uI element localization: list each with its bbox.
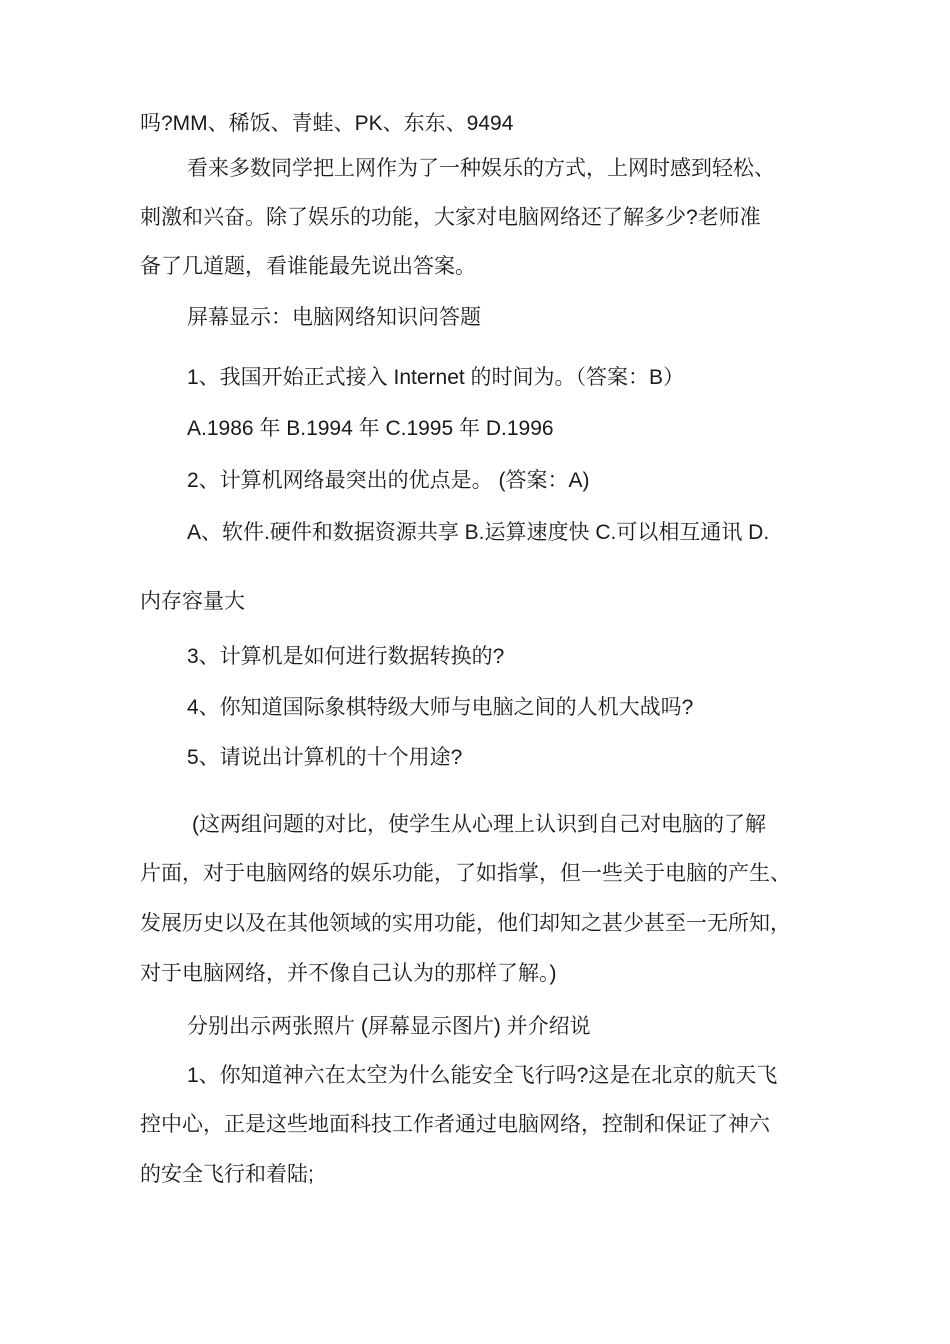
quiz-question-3: 3、计算机是如何进行数据转换的? [187,645,505,668]
paragraph-line: 备了几道题，看谁能最先说出答案。 [140,255,476,278]
note-paragraph-line: 发展历史以及在其他领域的实用功能，他们却知之甚少甚至一无所知， [140,912,791,935]
note-paragraph-line: 对于电脑网络，并不像自己认为的那样了解。) [140,962,557,985]
quiz-options-2-cont: 内存容量大 [140,590,245,613]
paragraph-line: 看来多数同学把上网作为了一种娱乐的方式，上网时感到轻松、 [187,157,775,180]
quiz-question-4: 4、你知道国际象棋特级大师与电脑之间的人机大战吗? [187,696,694,719]
quiz-options-2: A、软件.硬件和数据资源共享 B.运算速度快 C.可以相互通讯 D. [187,521,770,544]
screen-display-heading: 屏幕显示：电脑网络知识问答题 [187,306,481,329]
note-paragraph-line: 片面，对于电脑网络的娱乐功能，了如指掌，但一些关于电脑的产生、 [140,862,791,885]
quiz-question-2: 2、计算机网络最突出的优点是。 (答案：A) [187,469,590,492]
quiz-question-5: 5、请说出计算机的十个用途? [187,746,463,769]
paragraph-line: 刺激和兴奋。除了娱乐的功能，大家对电脑网络还了解多少?老师准 [140,206,761,229]
photo-description-line: 1、你知道神六在太空为什么能安全飞行吗?这是在北京的航天飞 [187,1064,778,1087]
photo-description-line: 控中心，正是这些地面科技工作者通过电脑网络，控制和保证了神六 [140,1113,770,1136]
note-paragraph-line: (这两组问题的对比，使学生从心理上认识到自己对电脑的了解 [192,813,766,836]
quiz-question-1: 1、我国开始正式接入 Internet 的时间为。（答案：B） [187,366,685,389]
text-line: 吗?MM、稀饭、青蛙、PK、东东、9494 [140,112,514,135]
photo-description-line: 的安全飞行和着陆; [140,1163,314,1186]
photo-intro-line: 分别出示两张照片 (屏幕显示图片) 并介绍说 [187,1015,591,1038]
quiz-options-1: A.1986 年 B.1994 年 C.1995 年 D.1996 [187,417,554,440]
